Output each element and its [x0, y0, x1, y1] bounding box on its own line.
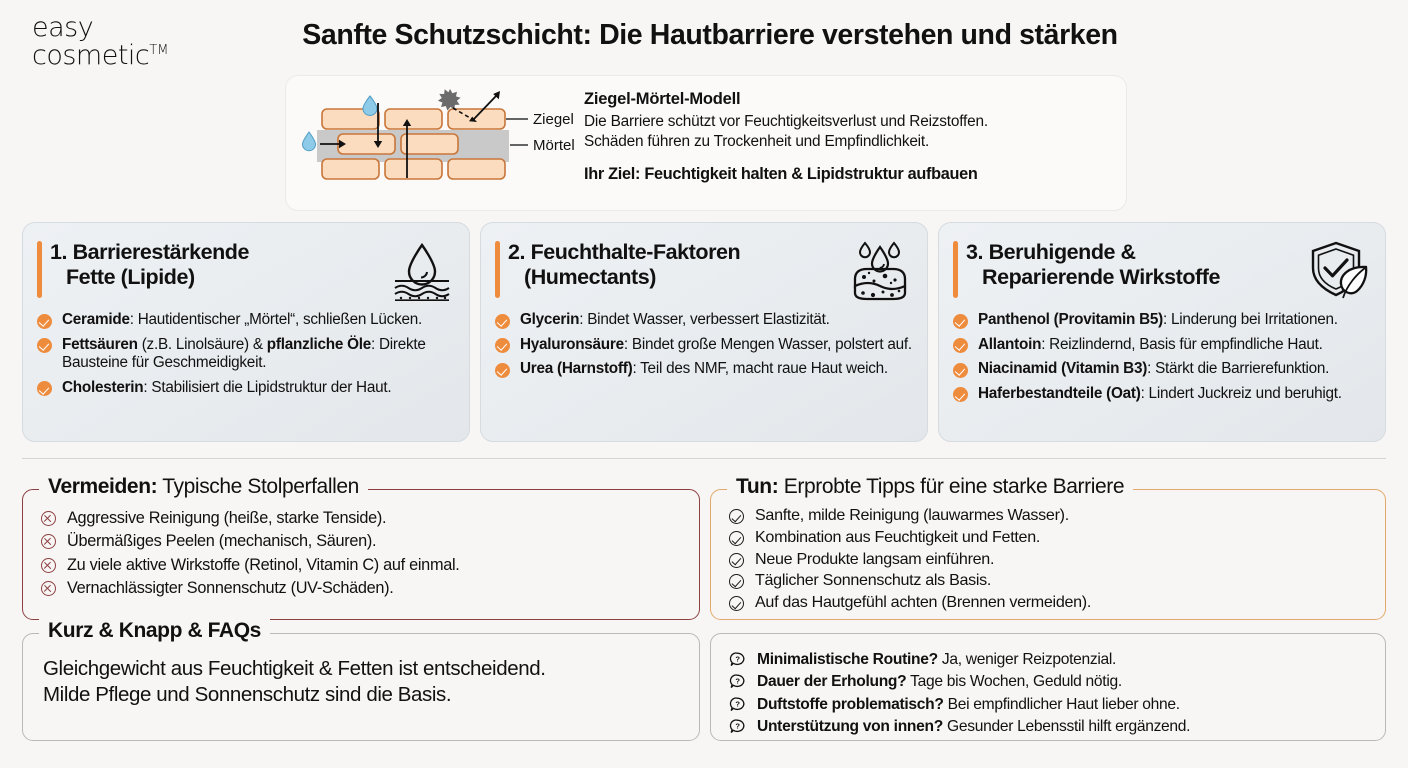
check-icon [953, 314, 968, 329]
list-item [41, 554, 699, 577]
item-desc: : Teil des NMF, macht raue Haut weich. [632, 360, 888, 378]
card-header [37, 239, 455, 301]
list-item [953, 360, 1371, 379]
faq-answer: Ja, weniger Reizpotenzial. [937, 651, 1117, 668]
page-title-bold: Sanfte Schutzschicht: [302, 19, 592, 51]
item-term: Panthenol (Provitamin B5) [978, 311, 1163, 328]
item-text: Zu viele aktive Wirkstoffe (Retinol, Vitamin C) auf einmal. [67, 555, 460, 574]
question-bubble-icon [729, 652, 746, 667]
check-icon [495, 363, 510, 378]
check-icon [495, 338, 510, 353]
item-desc: : Direkte Bausteine für Geschmeidigkeit. [62, 335, 426, 372]
faq-list [729, 649, 1385, 739]
list-item [41, 507, 699, 530]
card-humectants [480, 222, 928, 442]
summary-legend-text: Kurz & Knapp & FAQs [48, 619, 261, 642]
avoid-legend-rest: Typische Stolperfallen [157, 475, 359, 498]
faq-question: Unterstützung von innen? [757, 718, 943, 736]
avoid-legend [39, 475, 368, 499]
question-bubble-icon [729, 697, 746, 712]
list-item [37, 336, 455, 373]
item-term: Fettsäuren [62, 335, 138, 353]
brick-label: Ziegel [533, 111, 574, 128]
card-item-list [953, 311, 1371, 404]
accent-bar [953, 241, 958, 298]
item-desc: : Bindet große Mengen Wasser, polstert auf. [623, 335, 912, 353]
card-number: 1. [50, 240, 68, 264]
model-description [584, 90, 1114, 184]
card-title-line-1: Beruhigende & [988, 240, 1136, 264]
check-circle-icon [729, 574, 744, 589]
mortar-label: Mörtel [533, 137, 575, 154]
item-term: Cholesterin [62, 378, 144, 396]
card-title-line-1: Feuchthalte-Faktoren [530, 240, 741, 264]
list-item [495, 360, 913, 379]
svg-text:?: ? [735, 677, 740, 687]
card-title-line-1: Barrierestärkende [72, 240, 249, 264]
do-box [710, 475, 1386, 620]
summary-text [43, 656, 699, 708]
item-text: Auf das Hautgefühl achten (Brennen vermeiden). [755, 593, 1092, 612]
check-icon [37, 381, 52, 396]
list-item [953, 336, 1371, 355]
item-text: Neue Produkte langsam einführen. [755, 549, 995, 568]
avoid-legend-bold: Vermeiden: [48, 475, 158, 498]
item-desc: : Linderung bei Irritationen. [1162, 311, 1338, 328]
model-heading: Ziegel-Mörtel-Modell [584, 90, 741, 108]
faq-answer: Bei empfindlicher Haut lieber ohne. [943, 695, 1180, 713]
list-item [953, 311, 1371, 330]
card-item-list [37, 311, 455, 398]
item-text: Sanfte, milde Reinigung (lauwarmes Wasser). [755, 506, 1069, 524]
item-desc: : Lindert Juckreiz und beruhigt. [1140, 384, 1342, 402]
item-text: Aggressive Reinigung (heiße, starke Tenside). [67, 509, 387, 527]
faq-question: Minimalistische Routine? [757, 651, 938, 668]
list-item [41, 577, 699, 600]
summary-legend [39, 619, 270, 643]
check-icon [37, 338, 52, 353]
cross-circle-icon [41, 558, 56, 573]
model-desc-line-1: Die Barriere schützt vor Feuchtigkeitsverlust und Reizstoffen. [584, 113, 988, 130]
section-divider [22, 458, 1386, 459]
card-soothing-repair [938, 222, 1386, 442]
brand-logo [32, 14, 168, 71]
card-title-line-2: (Humectants) [524, 264, 656, 289]
list-item [729, 694, 1385, 716]
list-item [729, 671, 1385, 693]
item-term: Ceramide [62, 311, 130, 328]
item-mid: (z.B. Linolsäure) & [137, 335, 267, 353]
card-title [508, 239, 835, 289]
cross-circle-icon [41, 511, 56, 526]
item-desc: : Stabilisiert die Lipidstruktur der Haut. [143, 378, 392, 396]
trademark-symbol: TM [149, 43, 169, 59]
check-circle-icon [729, 531, 744, 546]
item-desc: : Reizlindernd, Basis für empfindliche Haut. [1041, 335, 1323, 353]
check-icon [953, 363, 968, 378]
list-item [41, 530, 699, 553]
faq-answer: Tage bis Wochen, Geduld nötig. [906, 673, 1122, 691]
list-item [729, 570, 1385, 592]
list-item [37, 311, 455, 330]
item-term: Niacinamid (Vitamin B3) [978, 360, 1148, 378]
brick-diagram-svg [300, 86, 585, 200]
cross-circle-icon [41, 534, 56, 549]
summary-box [22, 619, 700, 741]
list-item [495, 311, 913, 330]
model-desc-line-2: Schäden führen zu Trockenheit und Empfindlichkeit. [584, 132, 930, 150]
summary-line-1: Gleichgewicht aus Feuchtigkeit & Fetten ist entscheidend. [43, 657, 546, 680]
check-icon [953, 387, 968, 402]
model-goal-text: Ihr Ziel: Feuchtigkeit halten & Lipidstruktur aufbauen [584, 165, 978, 184]
item-text: Übermäßiges Peelen (mechanisch, Säuren). [67, 532, 377, 551]
card-item-list [495, 311, 913, 379]
page-title [270, 20, 1150, 51]
check-circle-icon [729, 596, 744, 611]
item-term-2: pflanzliche Öle [266, 335, 371, 353]
item-desc: : Bindet Wasser, verbessert Elastizität. [579, 311, 830, 328]
faq-question: Duftstoffe problematisch? [757, 695, 944, 713]
card-number: 3. [966, 240, 984, 264]
question-bubble-icon [729, 719, 746, 734]
faq-question: Dauer der Erholung? [757, 673, 907, 691]
avoid-box [22, 475, 700, 620]
list-item [729, 527, 1385, 549]
item-desc: : Hautidentischer „Mörtel“, schließen Lücken. [129, 311, 422, 328]
do-legend-rest: Erprobte Tipps für eine starke Barriere [778, 475, 1125, 498]
card-title [966, 239, 1293, 289]
svg-text:?: ? [735, 654, 740, 664]
item-text: Vernachlässigter Sonnenschutz (UV-Schäden). [67, 579, 394, 598]
page-title-rest: Die Hautbarriere verstehen und stärken [591, 19, 1118, 51]
list-item [953, 385, 1371, 404]
sponge-droplets-icon [847, 239, 913, 301]
faq-box [710, 633, 1386, 741]
list-item [729, 549, 1385, 571]
card-title-line-2: Reparierende Wirkstoffe [982, 264, 1220, 289]
list-item [37, 379, 455, 398]
brand-line-1: easy [32, 12, 94, 43]
cross-circle-icon [41, 581, 56, 596]
check-circle-icon [729, 553, 744, 568]
check-icon [37, 314, 52, 329]
list-item [729, 716, 1385, 738]
check-icon [953, 338, 968, 353]
card-title-line-2: Fette (Lipide) [66, 264, 195, 289]
list-item [495, 336, 913, 355]
item-term: Glycerin [520, 311, 580, 328]
question-bubble-icon [729, 674, 746, 689]
item-term: Haferbestandteile (Oat) [978, 384, 1141, 402]
item-term: Hyaluronsäure [520, 335, 624, 353]
item-desc: : Stärkt die Barrierefunktion. [1147, 360, 1330, 378]
list-item [729, 592, 1385, 614]
accent-bar [495, 241, 500, 298]
item-term: Urea (Harnstoff) [520, 360, 633, 378]
item-term: Allantoin [978, 335, 1042, 353]
brand-line-2: cosmetic [32, 40, 150, 72]
ingredient-cards [22, 222, 1386, 442]
svg-text:?: ? [735, 699, 740, 709]
do-legend-bold: Tun: [736, 475, 779, 498]
droplet-skin-layers-icon [389, 239, 455, 301]
card-header [953, 239, 1371, 301]
item-text: Täglicher Sonnenschutz als Basis. [755, 571, 992, 590]
summary-line-2: Milde Pflege und Sonnenschutz sind die Basis. [43, 683, 452, 707]
brick-mortar-model-box [286, 76, 1126, 210]
avoid-list [41, 507, 699, 601]
list-item [729, 505, 1385, 527]
check-icon [495, 314, 510, 329]
accent-bar [37, 241, 42, 298]
card-number: 2. [508, 240, 526, 264]
card-title [50, 239, 377, 289]
do-list [729, 505, 1385, 614]
item-text: Kombination aus Feuchtigkeit und Fetten. [755, 527, 1041, 546]
svg-text:?: ? [735, 721, 740, 731]
card-lipids [22, 222, 470, 442]
shield-check-leaf-icon [1305, 239, 1371, 301]
card-header [495, 239, 913, 301]
check-circle-icon [729, 509, 744, 524]
do-legend [727, 475, 1133, 499]
faq-answer: Gesunder Lebensstil hilft ergänzend. [942, 718, 1191, 736]
brick-mortar-diagram [300, 86, 585, 200]
list-item [729, 649, 1385, 671]
